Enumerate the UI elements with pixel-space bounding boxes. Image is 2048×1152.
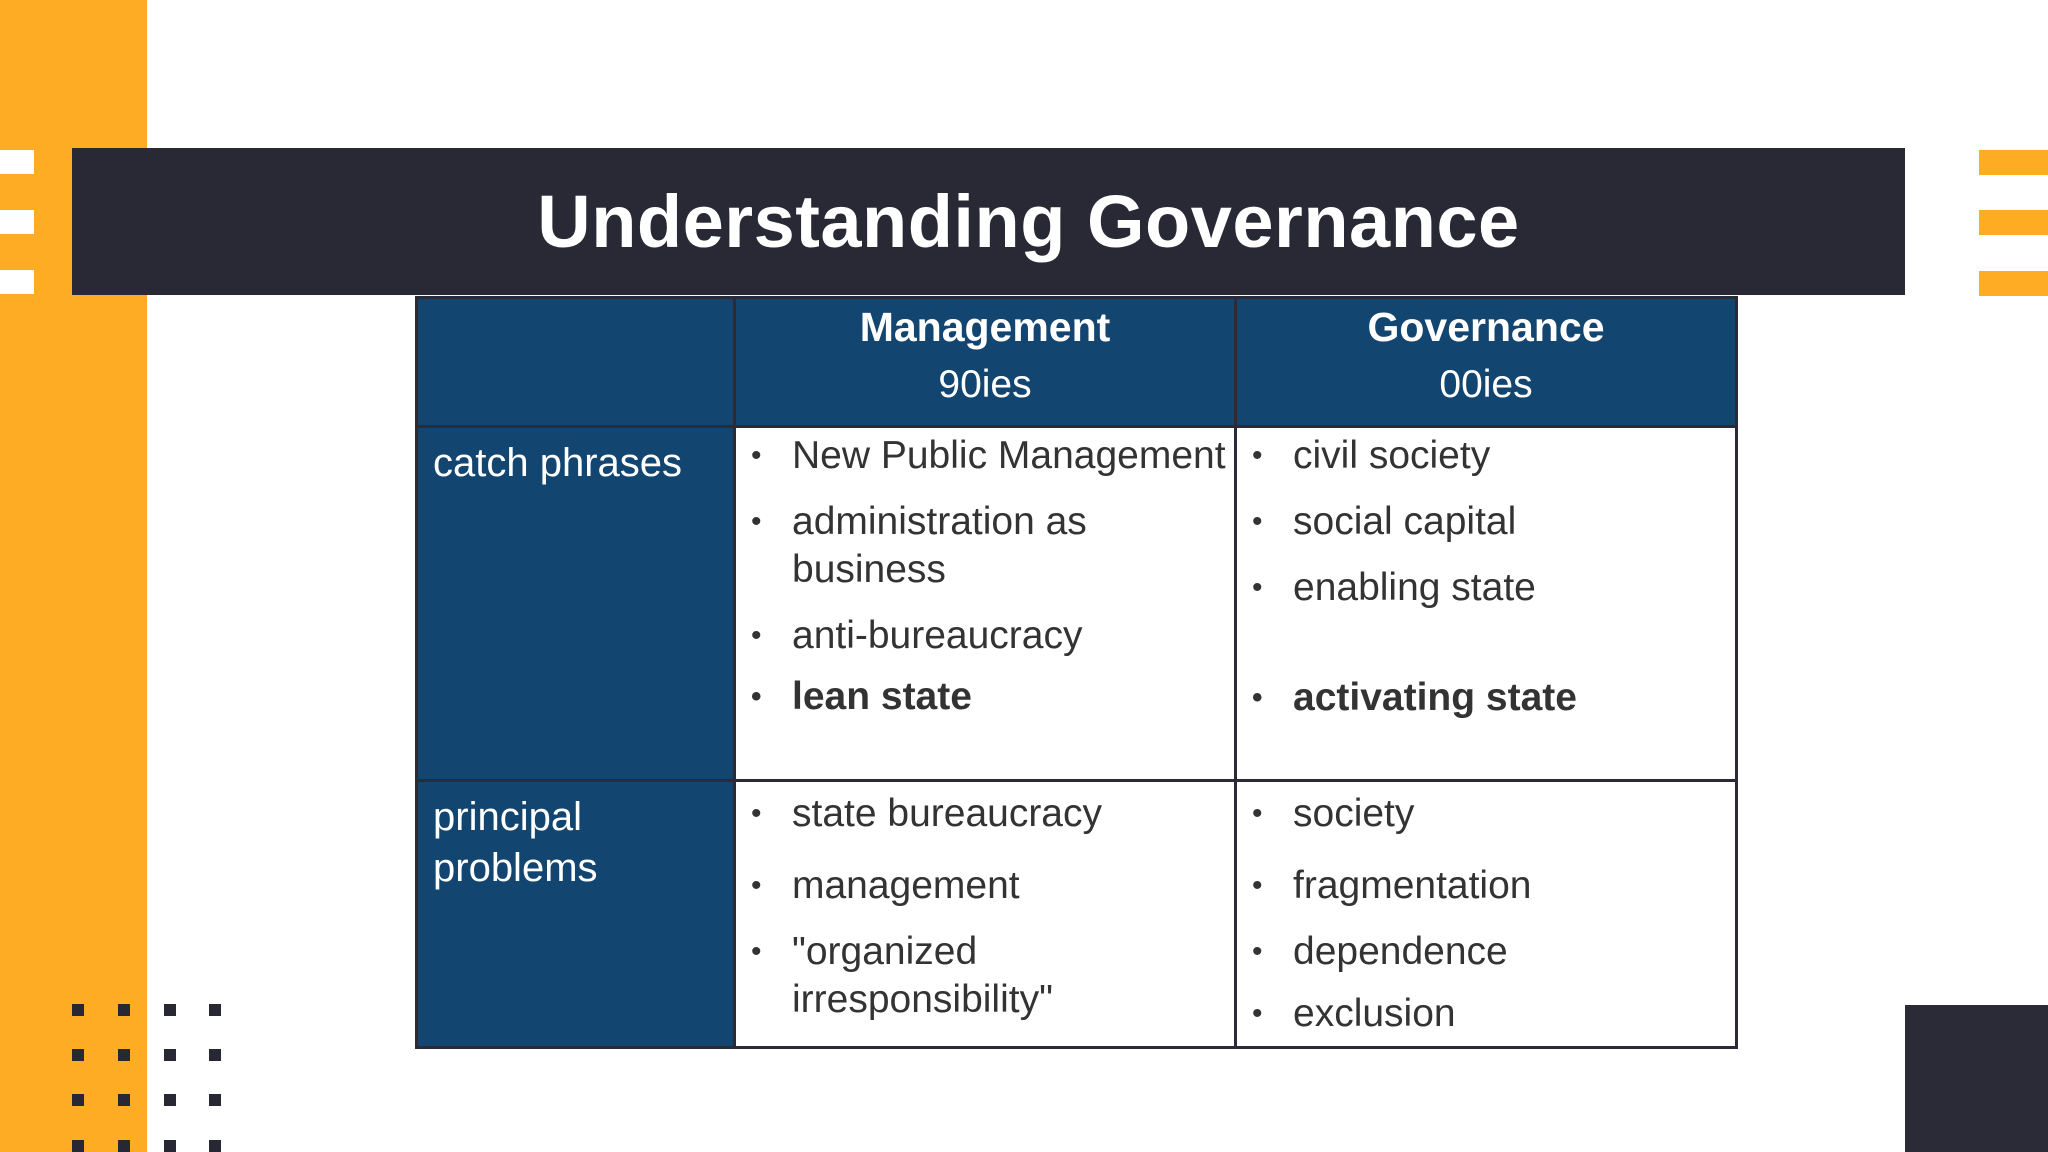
left-notch-middle: [0, 210, 34, 234]
row-label-catch-phrases: catch phrases: [417, 427, 735, 781]
list-item: • civil society: [1237, 432, 1735, 480]
cell-principal-problems-governance: [1236, 781, 1737, 1048]
cell-catch-phrases-governance: [1236, 427, 1737, 781]
left-notch-bottom: [0, 270, 34, 294]
header-management-title: Management: [859, 304, 1111, 350]
cell-principal-problems-management: [735, 781, 1236, 1048]
table-row-catch-phrases: [417, 427, 1737, 781]
list-item: • exclusion: [1237, 990, 1735, 1038]
title-bar: [72, 148, 1905, 295]
header-management: [735, 298, 1236, 427]
corner-block-decoration: [1905, 1005, 2048, 1152]
list-item: • social capital: [1237, 498, 1735, 546]
list-item: • enabling state: [1237, 564, 1735, 612]
cell-catch-phrases-management: [735, 427, 1236, 781]
list-item: • New Public Management: [736, 432, 1234, 480]
list-item: • state bureaucracy: [736, 790, 1234, 838]
header-governance: [1236, 298, 1737, 427]
list-item: • anti-bureaucracy: [736, 612, 1234, 660]
list-item: • activating state: [1237, 674, 1735, 722]
page-title: Understanding Governance: [537, 180, 1520, 263]
comparison-table: [415, 296, 1738, 1049]
header-empty-cell: [417, 298, 735, 427]
header-governance-era: 00ies: [1439, 363, 1533, 406]
left-notch-top: [0, 150, 34, 174]
list-item: • lean state: [736, 673, 1234, 721]
row-label-principal-problems: principal problems: [417, 781, 735, 1048]
header-governance-title: Governance: [1367, 304, 1605, 350]
list-item: • administration as business: [736, 498, 1234, 594]
list-item: • "organized irresponsibility": [736, 928, 1234, 1024]
list-item: • society: [1237, 790, 1735, 838]
header-management-era: 90ies: [938, 363, 1032, 406]
right-stripe-bottom: [1979, 271, 2048, 296]
dot-grid-decoration: [72, 1004, 232, 1152]
list-item: • dependence: [1237, 928, 1735, 976]
table-header-row: [417, 298, 1737, 427]
list-item: • fragmentation: [1237, 862, 1735, 910]
right-stripe-top: [1979, 150, 2048, 175]
table-row-principal-problems: [417, 781, 1737, 1048]
right-stripe-middle: [1979, 210, 2048, 235]
list-item: • management: [736, 862, 1234, 910]
